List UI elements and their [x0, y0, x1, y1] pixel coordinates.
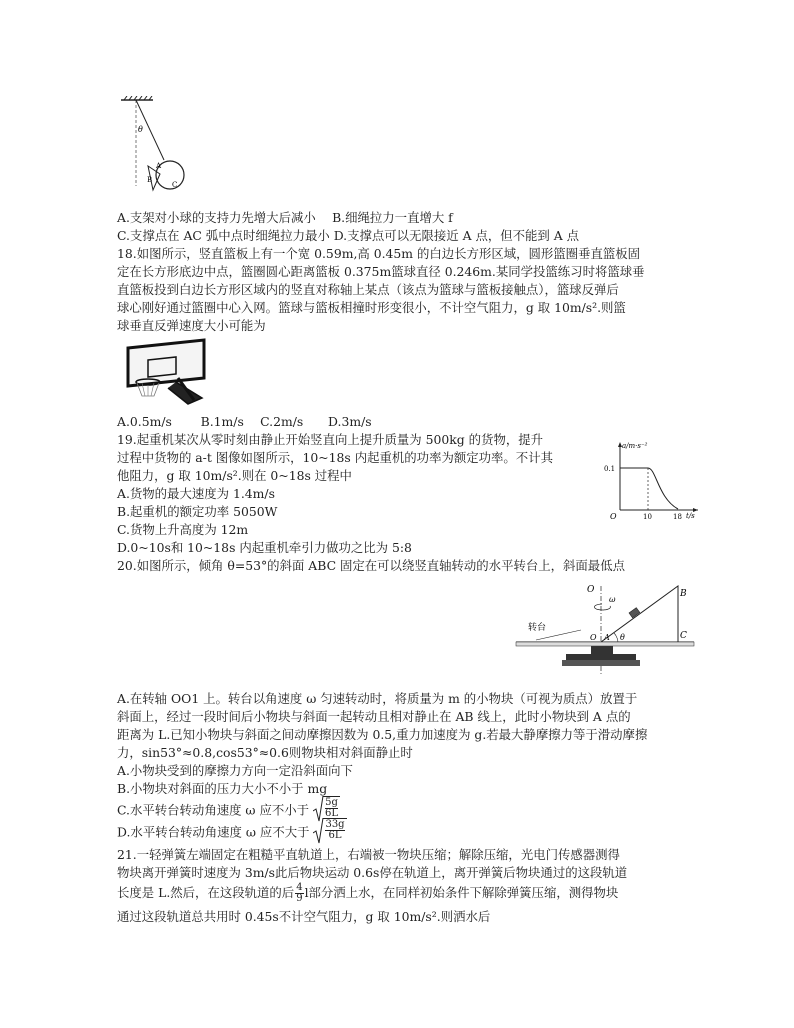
q19-option-b: B.起重机的额定功率 5050W	[117, 504, 278, 519]
q20-option-d-text: D.水平转台转动角速度 ω 应不大于	[117, 824, 310, 840]
q21-text-line: 物块离开弹簧时速度为 3m/s此后物块运动 0.6s停在轨道上，离开弹簧后物块通过的这段轨道	[117, 865, 628, 880]
axis-o1-label: O	[590, 633, 597, 642]
q19-option-c: C.货物上升高度为 12m	[117, 522, 249, 537]
theta-label: θ	[138, 125, 143, 134]
point-b-label: B	[680, 589, 687, 599]
q21-text-line	[117, 880, 618, 906]
q20-option-d	[117, 818, 347, 848]
q19-option-d: D.0~10s和 10~18s 内起重机牵引力做功之比为 5:8	[117, 540, 412, 555]
point-c-label: C	[172, 181, 178, 189]
q21-line3-start: 长度是 L.然后，在这段轨道的后	[117, 885, 295, 900]
fraction-numerator: 4	[296, 882, 303, 893]
q18-text-line: 球心刚好通过篮圈中心入网。篮球与篮板相撞时形变很小，不计空气阻力，g 取 10m/s².则篮	[117, 300, 626, 315]
point-a-label: A	[156, 162, 162, 170]
q21-text-line: 通过这段轨道总共用时 0.45s不计空气阻力，g 取 10m/s².则洒水后	[117, 909, 491, 924]
fraction	[295, 883, 303, 904]
q19-text-line: 过程中货物的 a-t 图像如图所示，10~18s 内起重机的功率为额定功率。不计其	[117, 450, 553, 465]
q19-option-a: A.货物的最大速度为 1.4m/s	[117, 486, 275, 501]
q17-options-cd: C.支撑点在 AC 弧中点时细绳拉力最小 D.支撑点可以无限接近 A 点，但不能到 A 点	[117, 228, 580, 243]
sqrt-numerator: 5g	[325, 797, 338, 808]
q18-text-line: 球垂直反弹速度大小可能为	[117, 318, 266, 333]
q20-text-line: 斜面上，经过一段时间后小物块与斜面一起转动且相对静止在 AB 线上，此时小物块到 A 点的	[117, 709, 631, 724]
sqrt-expression	[313, 818, 346, 848]
q19-text-line: 19.起重机某次从零时刻由静止开始竖直向上提升质量为 500kg 的货物，提升	[117, 432, 543, 447]
fraction-denominator: 9	[296, 893, 303, 904]
acceleration-time-graph	[598, 438, 702, 522]
q20-text-line: 力，sin53°≈0.8,cos53°≈0.6则物块相对斜面静止时	[117, 745, 413, 760]
axis-o-label: O	[587, 585, 595, 595]
sqrt-denominator: 6L	[328, 830, 342, 841]
q20-option-b: B.小物块对斜面的压力大小不小于 mg	[117, 781, 328, 796]
basketball-backboard-figure	[118, 338, 206, 410]
y-tick-label: 0.1	[604, 465, 616, 473]
sqrt-denominator: 6L	[325, 808, 339, 819]
q20-option-a: A.小物块受到的摩擦力方向一定沿斜面向下	[117, 763, 353, 778]
y-axis-label: a/m·s⁻²	[622, 442, 648, 450]
theta-label: θ	[620, 633, 625, 642]
q21-line3-end: l部分洒上水，在同样初始条件下解除弹簧压缩，测得物块	[304, 885, 619, 900]
point-c-label: C	[680, 631, 687, 641]
sqrt-numerator: 33g	[325, 819, 345, 830]
point-a-label: A	[604, 633, 610, 642]
origin-label: O	[610, 512, 617, 521]
q18-options: A.0.5m/s B.1m/s C.2m/s D.3m/s	[117, 414, 372, 429]
point-b-label: B	[147, 176, 153, 184]
q20-text-line: A.在转轴 OO1 上。转台以角速度 ω 匀速转动时，将质量为 m 的小物块（可视为质点）放置于	[117, 691, 638, 706]
rotating-incline-figure	[506, 578, 702, 682]
q20-text-line: 距离为 L.已知小物块与斜面之间动摩擦因数为 0.5,重力加速度为 g.若最大静摩擦力等于滑动摩擦	[117, 727, 648, 742]
platform-label: 转台	[528, 623, 547, 633]
pendulum-figure	[118, 96, 198, 196]
q19-text-line: 他阻力，g 取 10m/s².则在 0~18s 过程中	[117, 468, 352, 483]
omega-label: ω	[609, 595, 616, 604]
x-tick-label: 18	[673, 513, 682, 521]
q21-text-line: 21.一轻弹簧左端固定在粗糙平直轨道上，右端被一物块压缩；解除压缩，光电门传感器测得	[117, 847, 620, 862]
x-tick-label: 10	[643, 513, 652, 521]
q17-options-ab: A.支架对小球的支持力先增大后减小 B.细绳拉力一直增大 f	[117, 210, 453, 225]
q20-text-line: 20.如图所示，倾角 θ=53°的斜面 ABC 固定在可以绕竖直轴转动的水平转台上，斜面最低点	[117, 558, 625, 573]
q20-option-c-text: C.水平转台转动角速度 ω 应不小于	[117, 802, 310, 818]
q18-text-line: 定在长方形底边中点，篮圈圆心距离篮板 0.375m篮球直径 0.246m.某同学投篮练习时将篮球垂	[117, 264, 645, 279]
q18-text-line: 18.如图所示，竖直篮板上有一个宽 0.59m,高 0.45m 的白边长方形区域，圆形篮圈垂直篮板固	[117, 246, 641, 261]
q18-text-line: 直篮板投到白边长方形区域内的竖直对称轴上某点（该点为篮球与篮板接触点），篮球反弹后	[117, 282, 619, 297]
x-axis-label: t/s	[686, 512, 695, 520]
